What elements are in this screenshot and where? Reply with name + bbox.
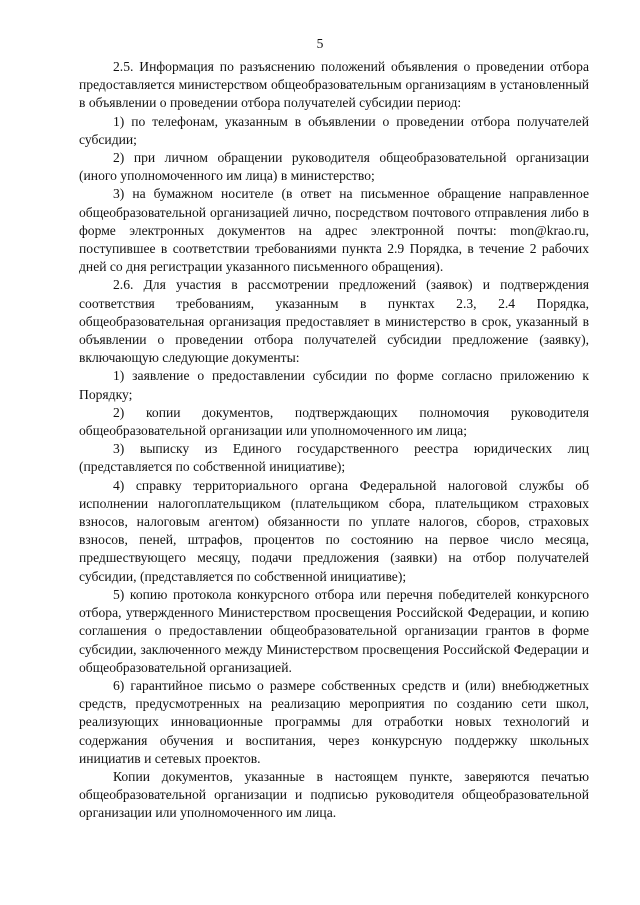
paragraph-copies-certification: Копии документов, указанные в настоящем пункте, заверяются печатью общеобразовательной организации и подписью руководителя общеобразовательной организации или уполномоченного им лица.	[79, 768, 589, 821]
paragraph-2-5: 2.5. Информация по разъяснению положений объявления о проведении отбора предоставляется министерством общеобразовательным организациям в установленный в объявлении о проведении отбора получателей субсидии период:	[79, 59, 589, 111]
list-item-authority-copies: 2) копии документов, подтверждающих полномочия руководителя общеобразовательной организации или уполномоченного им лица;	[79, 404, 589, 439]
list-item-phone: 1) по телефонам, указанным в объявлении о проведении отбора получателей субсидии;	[79, 113, 589, 147]
document-body	[79, 58, 589, 823]
list-item-paper-response: 3) на бумажном носителе (в ответ на письменное обращение направленное общеобразовательной организацией лично, посредством почтового отправления либо в форме электронных документов на адрес электронной почты: mon@krao.ru, поступившее в соответствии требованиями пункта 2.9 Порядка, в течение 2 рабочих дней со дня регистрации указанного письменного обращения).	[79, 186, 589, 275]
list-item-guarantee-letter: 6) гарантийное письмо о размере собственных средств и (или) внебюджетных средств, предусмотренных на реализацию мероприятия по созданию сети школ, реализующих инновационные программы для отработки новых технологий и содержания обучения и воспитания, через конкурсную поддержку школьных инициатив и сетевых проектов.	[79, 677, 589, 766]
paragraph-2-6: 2.6. Для участия в рассмотрении предложений (заявок) и подтверждения соответствия требованиям, указанным в пунктах 2.3, 2.4 Порядка, общеобразовательная организация предоставляет в министерство в срок, указанный в объявлении о проведении отбора получателей субсидии предложение (заявку), включающую следующие документы:	[79, 277, 589, 366]
list-item-protocol-copy: 5) копию протокола конкурсного отбора или перечня победителей конкурсного отбора, утвержденного Министерством просвещения Российской Федерации, и копию соглашения о предоставлении общеобразовательной организации грантов в форме субсидии, заключенного между Министерством просвещения Российской Федерации и общеобразовательной организацией.	[79, 586, 589, 675]
list-item-personal-visit: 2) при личном обращении руководителя общеобразовательной организации (иного уполномоченного им лица) в министерство;	[79, 150, 589, 184]
list-item-application: 1) заявление о предоставлении субсидии по форме согласно приложению к Порядку;	[79, 368, 589, 402]
list-item-tax-certificate: 4) справку территориального органа Федеральной налоговой службы об исполнении налогоплательщиком (плательщиком сбора, плательщиком страховых взносов, налоговым агентом) обязанности по уплате налогов, сборов, страховых взносов, пеней, штрафов, процентов по состоянию на первое число месяца, предшествующего месяцу, подачи предложения (заявки) на отбор получателей субсидии, (представляется по собственной инициативе);	[79, 477, 589, 584]
page-number: 5	[316, 36, 324, 51]
list-item-registry-extract: 3) выписку из Единого государственного реестра юридических лиц (представляется по собственной инициативе);	[79, 441, 589, 475]
